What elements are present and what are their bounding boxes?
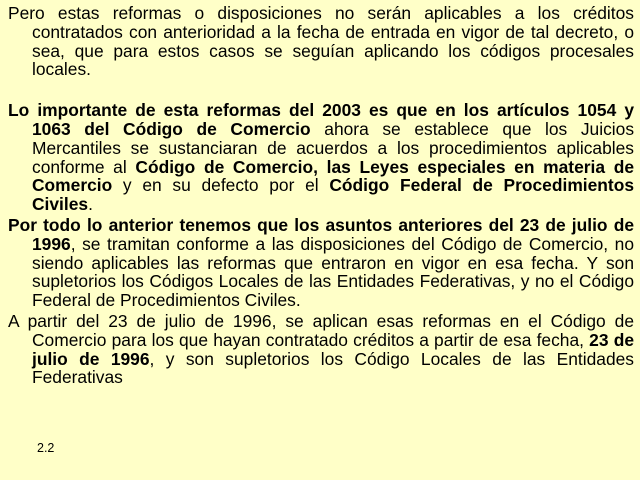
paragraph-2-text-a: ahora se establece que los Juicios Mercantiles se sustanciaran de acuerdos a los procedimientos aplicables conforme al xyxy=(32,118,635,177)
paragraph-2-text-b: y en su defecto por el xyxy=(112,175,330,196)
slide-number: 2.2 xyxy=(37,441,55,455)
paragraph-3-bold-lead: Por todo lo anterior tenemos que los asuntos anteriores del 23 de julio de 1996 xyxy=(8,214,634,254)
paragraph-4 xyxy=(8,312,634,387)
paragraph-2-bold-codigo-comercio: Código de Comercio, las Leyes especiales en materia de Comercio xyxy=(32,156,634,196)
paragraph-2 xyxy=(8,101,634,214)
paragraph-2-period: . xyxy=(88,194,93,215)
paragraph-4-text-b: , y son supletorios los Código Locales de las Entidades Federativas xyxy=(32,348,635,388)
paragraph-2-bold-articles: Lo importante de esta reformas del 2003 es que en los artículos 1054 y 1063 del Código de Comercio xyxy=(8,100,634,139)
paragraph-3-text: , se tramitan conforme a las disposiciones del Código de Comercio, no siendo aplicables las reformas que entraron en vigor en esa fecha. Y son supletorios los Códigos Locales de las Entidades Federativas, y no el Código Federal de Procedimientos Civiles. xyxy=(32,233,634,311)
paragraph-1-text: Pero estas reformas o disposiciones no serán aplicables a los créditos contratados con anterioridad a la fecha de entrada en vigor de tal decreto, o sea, que para estos casos se seguían aplicando los códigos procesales locales. xyxy=(8,3,634,80)
paragraph-4-text-a: A partir del 23 de julio de 1996, se aplican esas reformas en el Código de Comercio para los que hayan contratado créditos a partir de esa fecha, xyxy=(8,310,634,350)
slide-content xyxy=(8,4,634,387)
paragraph-2-bold-codigo-federal: Código Federal de Procedimientos Civiles xyxy=(32,175,634,215)
paragraph-4-bold-date: 23 de julio de 1996 xyxy=(32,329,634,369)
paragraph-1 xyxy=(8,4,634,79)
paragraph-3 xyxy=(8,216,634,310)
